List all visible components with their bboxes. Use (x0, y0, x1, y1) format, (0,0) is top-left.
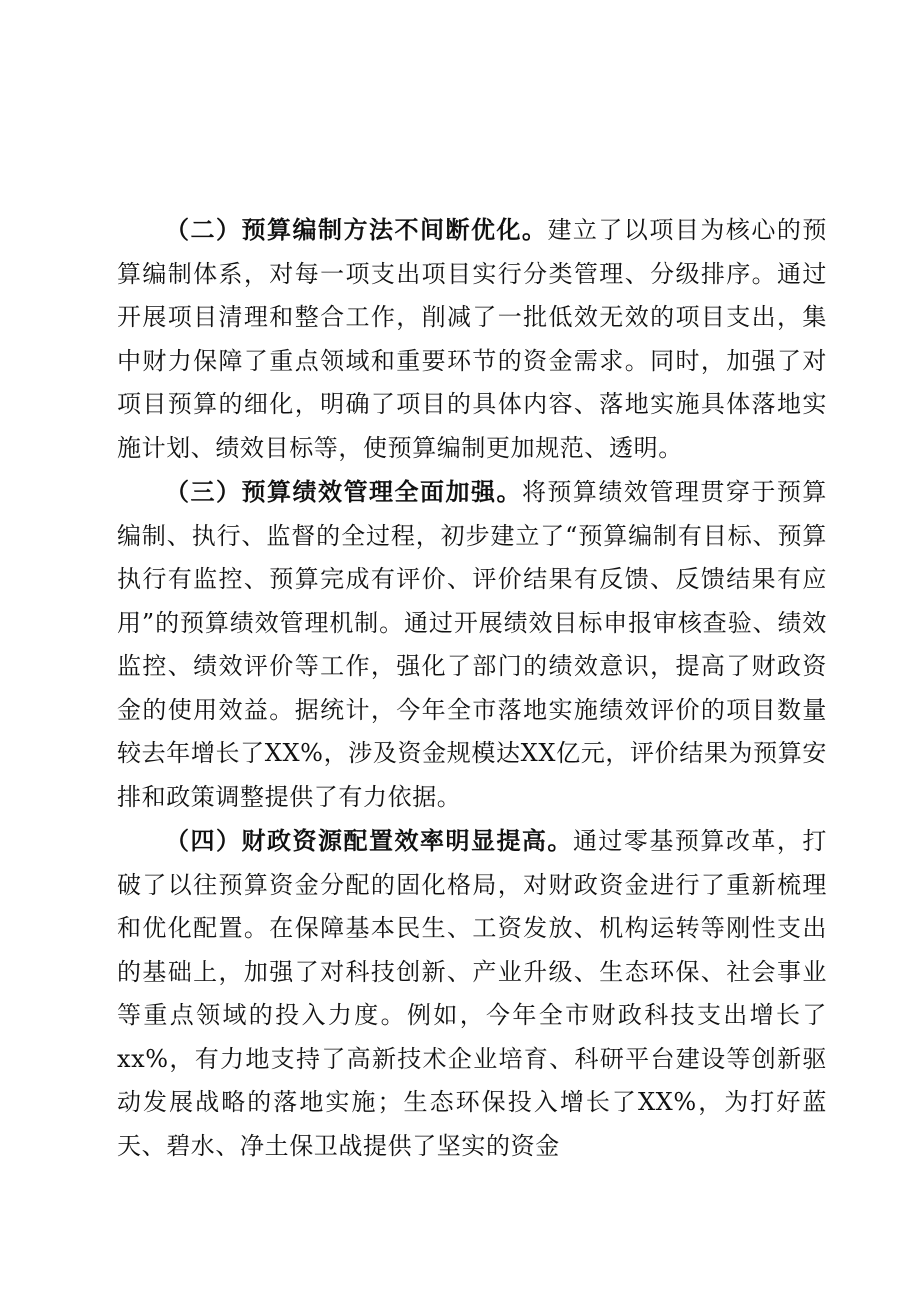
paragraph-heading: （三）预算绩效管理全面加强。 (165, 477, 522, 506)
paragraph-text: 建立了以项目为核心的预算编制体系，对每一项支出项目实行分类管理、分级排序。通过开展项目清理和整合工作，削减了一批低效无效的项目支出，集中财力保障了重点领域和重要环节的资金需求。同时，加强了对项目预算的细化，明确了项目的具体内容、落地实施具体落地实施计划、绩效目标等，使预算编制更加规范、透明。 (117, 216, 827, 462)
paragraph-budget-preparation (117, 208, 827, 470)
paragraph-resource-allocation (117, 819, 827, 1168)
document-body (117, 208, 827, 1168)
paragraph-heading: （四）财政资源配置效率明显提高。 (165, 826, 573, 855)
paragraph-heading: （二）预算编制方法不间断优化。 (165, 215, 548, 244)
paragraph-performance-management (117, 470, 827, 819)
paragraph-text: 通过零基预算改革，打破了以往预算资金分配的固化格局，对财政资金进行了重新梳理和优化配置。在保障基本民生、工资发放、机构运转等刚性支出的基础上，加强了对科技创新、产业升级、生态环保、社会事业等重点领域的投入力度。例如，今年全市财政科技支出增长了xx%，有力地支持了高新技术企业培育、科研平台建设等创新驱动发展战略的落地实施；生态环保投入增长了XX%，为打好蓝天、碧水、净土保卫战提供了坚实的资金 (117, 827, 827, 1160)
paragraph-text: 将预算绩效管理贯穿于预算编制、执行、监督的全过程，初步建立了“预算编制有目标、预算执行有监控、预算完成有评价、评价结果有反馈、反馈结果有应用”的预算绩效管理机制。通过开展绩效目标申报审核查验、绩效监控、绩效评价等工作，强化了部门的绩效意识，提高了财政资金的使用效益。据统计，今年全市落地实施绩效评价的项目数量较去年增长了XX%，涉及资金规模达XX亿元，评价结果为预算安排和政策调整提供了有力依据。 (117, 478, 827, 811)
